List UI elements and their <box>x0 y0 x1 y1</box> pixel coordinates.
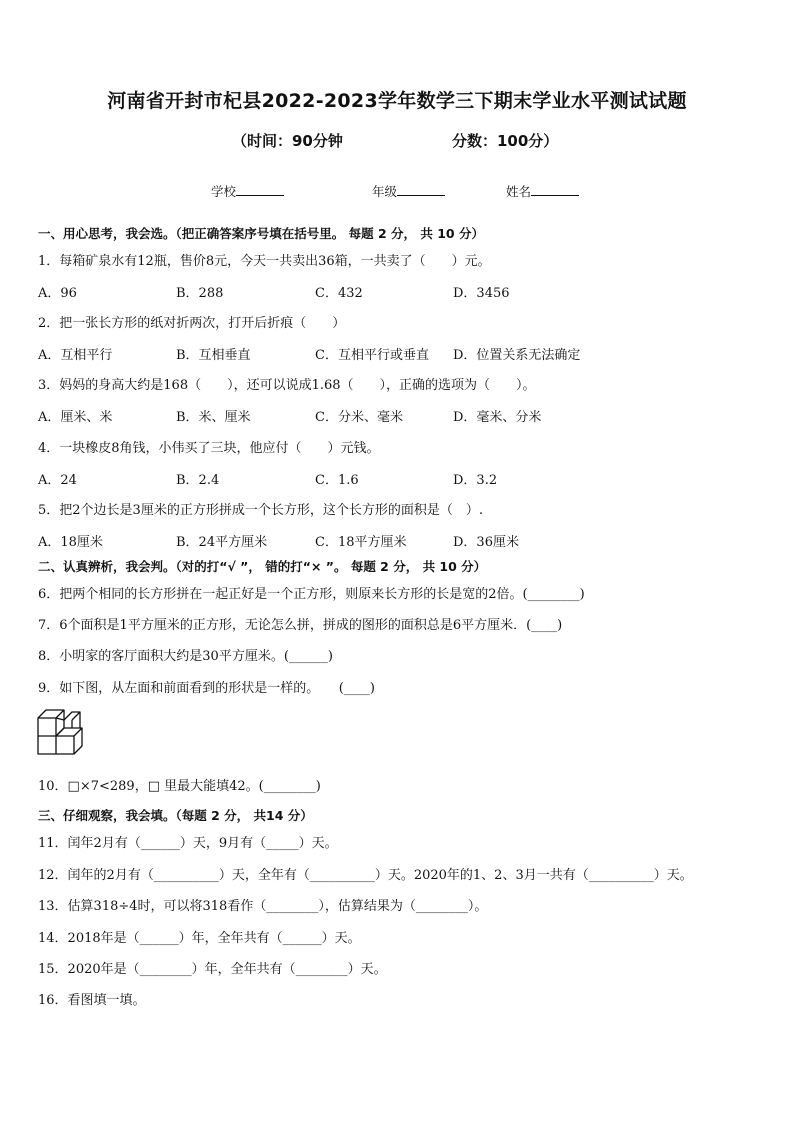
exam-score: 分数：100分） <box>452 132 559 150</box>
cube-front-top <box>38 718 56 736</box>
cube-figure <box>36 704 92 756</box>
page-title: 河南省开封市杞县2022-2023学年数学三下期末学业水平测试试题 <box>107 90 687 112</box>
q5-option-b: B．24平方厘米 <box>176 535 268 550</box>
q1-option-c: C．432 <box>315 286 363 301</box>
q2-option-b: B．互相垂直 <box>176 348 251 363</box>
question-7: 7．6个面积是1平方厘米的正方形，无论怎么拼，拼成的图形的面积总是6平方厘米．(____) <box>38 618 563 633</box>
q1-option-b: B．288 <box>176 286 224 301</box>
section-2-heading: 二、认真辨析，我会判。（对的打“√ ”， 错的打“× ”。 每题 2 分， 共 10 分） <box>38 559 487 574</box>
q4-option-b: B．2.4 <box>176 473 220 488</box>
question-12: 12．闰年的2月有（__________）天，全年有（__________）天。2020年的1、2、3月一共有（__________）天。 <box>38 868 693 883</box>
cube-front-bottom-left <box>38 736 56 754</box>
cube-front-bottom-right <box>56 736 74 754</box>
question-10: 10．□×7<289，□ 里最大能填42。(________) <box>38 779 321 794</box>
q2-option-d: D．位置关系无法确定 <box>453 348 581 363</box>
question-1: 1．每箱矿泉水有12瓶，售价8元，今天一共卖出36箱，一共卖了（ ）元。 <box>38 254 491 269</box>
q2-option-a: A．互相平行 <box>38 348 113 363</box>
q4-option-d: D．3.2 <box>453 473 498 488</box>
question-16: 16．看图填一填。 <box>38 993 146 1008</box>
question-11: 11．闰年2月有（______）天，9月有（_____）天。 <box>38 836 338 851</box>
q5-option-d: D．36厘米 <box>453 535 519 550</box>
q4-option-a: A．24 <box>38 473 77 488</box>
grade-field: 年级 <box>372 182 445 200</box>
name-field: 姓名 <box>506 182 579 200</box>
question-5: 5．把2个边长是3厘米的正方形拼成一个长方形，这个长方形的面积是（ ）. <box>38 503 483 518</box>
q5-option-c: C．18平方厘米 <box>315 535 407 550</box>
question-4: 4．一块橡皮8角钱，小伟买了三块，他应付（ ）元钱。 <box>38 441 380 456</box>
q1-option-a: A．96 <box>38 286 77 301</box>
question-2: 2．把一张长方形的纸对折两次，打开后折痕（ ） <box>38 316 346 331</box>
q5-option-a: A．18厘米 <box>38 535 103 550</box>
question-14: 14．2018年是（______）年，全年共有（______）天。 <box>38 931 361 946</box>
q4-option-c: C．1.6 <box>315 473 359 488</box>
question-8: 8．小明家的客厅面积大约是30平方厘米。(______) <box>38 649 333 664</box>
cube-top-face <box>38 710 64 718</box>
q2-option-c: C．互相平行或垂直 <box>315 348 429 363</box>
question-6: 6．把两个相同的长方形拼在一起正好是一个正方形，则原来长方形的长是宽的2倍。(________) <box>38 587 585 602</box>
question-3: 3．妈妈的身高大约是168（ ），还可以说成1.68（ ），正确的选项为（ ）。 <box>38 378 536 393</box>
question-9: 9．如下图，从左面和前面看到的形状是一样的。 (____) <box>38 681 375 696</box>
q3-option-c: C．分米、毫米 <box>315 410 403 425</box>
q1-option-d: D．3456 <box>453 286 510 301</box>
q3-option-b: B．米、厘米 <box>176 410 251 425</box>
exam-time: （时间：90分钟 <box>232 132 343 150</box>
section-3-heading: 三、仔细观察，我会填。（每题 2 分， 共14 分） <box>38 808 313 823</box>
question-13: 13．估算318÷4时，可以将318看作（________），估算结果为（________）。 <box>38 899 488 914</box>
q3-option-a: A．厘米、米 <box>38 410 113 425</box>
section-1-heading: 一、用心思考，我会选。（把正确答案序号填在括号里。 每题 2 分， 共 10 分） <box>38 226 484 241</box>
school-field: 学校 <box>211 182 284 200</box>
question-15: 15．2020年是（________）年，全年共有（________）天。 <box>38 962 387 977</box>
q3-option-d: D．毫米、分米 <box>453 410 542 425</box>
